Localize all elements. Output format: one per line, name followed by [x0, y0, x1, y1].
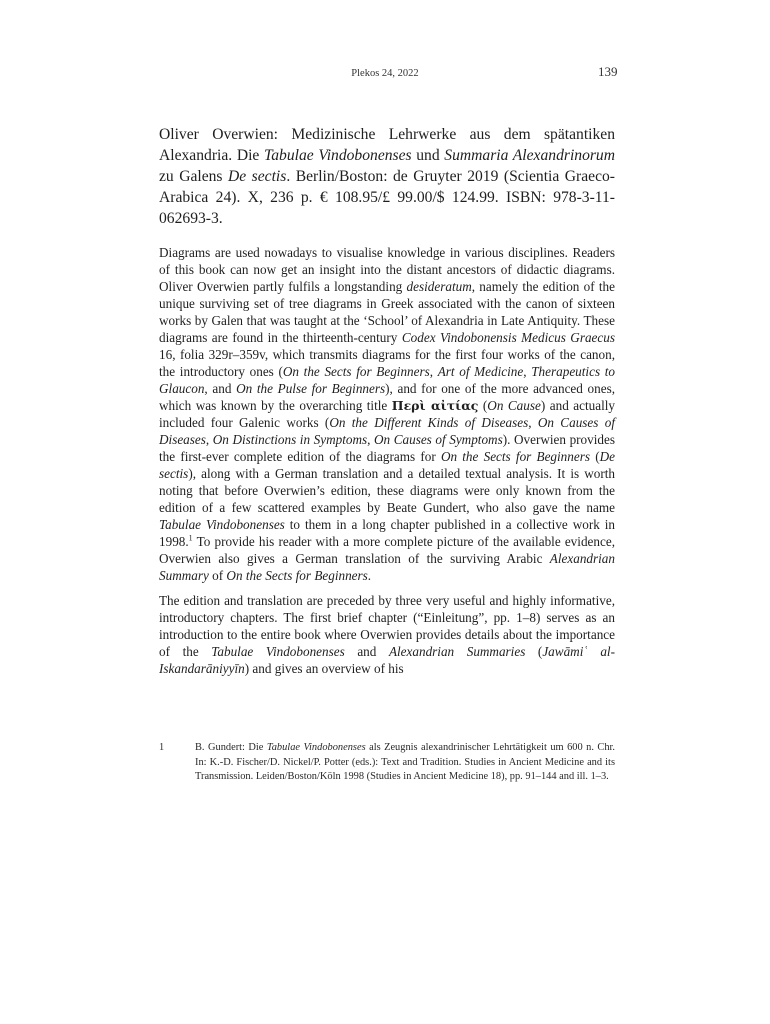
running-header: Plekos 24, 2022 — [351, 68, 419, 79]
book-citation: Oliver Overwien: Medizinische Lehrwerke aus dem spätantiken Alexandria. Die Tabulae Vindobonenses und Summaria Alexandrinorum zu Galens De sectis. Berlin/Boston: de Gruyter 2019 (Scientia Graeco-Arabica 24). X, 236 p. € 108.95/£ 99.00/$ 124.99. ISBN: 978-3-11-062693-3. — [159, 126, 615, 227]
review-body — [159, 244, 615, 685]
greek-title: Περὶ αἰτίας — [391, 398, 479, 413]
footnote-text: B. Gundert: Die Tabulae Vindobonenses als Zeugnis alexandrinischer Lehrtätigkeit um 600 n. Chr. In: K.-D. Fischer/D. Nickel/P. Potter (eds.): Text and Tradition. Studies in Ancient Medicine and its Transmission. Leiden/Boston/Köln 1998 (Studies in Ancient Medicine 18), pp. 91–144 and ill. 1–3. — [195, 742, 615, 782]
footnote-reference[interactable]: 1 — [188, 533, 193, 543]
paragraph-2: The edition and translation are preceded by three very useful and highly informative, introductory chapters. The first brief chapter (“Einleitung”, pp. 1–8) serves as an introduction to the entire book where Overwien provides details about the importance of the Tabulae Vindobonenses and Alexandrian Summaries (Jawāmiʿ al-Iskandarāniyyīn) and gives an overview of his — [159, 593, 615, 676]
page-number: 139 — [598, 64, 618, 79]
footnote-number: 1 — [159, 742, 165, 753]
paragraph-1: Diagrams are used nowadays to visualise knowledge in various disciplines. Readers of this book can now get an insight into the distant ancestors of didactic diagrams. Oliver Overwien partly fulfils a longstanding desideratum, namely the edition of the unique surviving set of tree diagrams in Greek associated with the canon of sixteen works by Galen that was taught at the ‘School’ of Alexandria in Late Antiquity. These diagrams are found in the thirteenth-century Codex Vindobonensis Medicus Graecus 16, folia 329r–359v, which transmits diagrams for the first four works of the canon, the introductory ones (On the Sects for Beginners, Art of Medicine, Therapeutics to Glaucon, and On the Pulse for Beginners), and for one of the more advanced ones, which was known by the overarching title Περὶ αἰτίας (On Cause) and actually included four Galenic works (On the Different Kinds of Diseases, On Causes of Diseases, On Distinctions in Symptoms, On Causes of Symptoms). Overwien provides the first-ever complete edition of the diagrams for On the Sects for Beginners (De sectis), along with a German translation and a detailed textual analysis. It is worth noting that before Overwien’s edition, these diagrams were only known from the edition of a few scattered examples by Beate Gundert, who also gave the name Tabulae Vindobonenses to them in a long chapter published in a collective work in 1998.$^1$ To provide his reader with a more complete picture of the available evidence, Overwien also gives a German translation of the surviving Arabic Alexandrian Summary of On the Sects for Beginners. — [159, 245, 616, 583]
